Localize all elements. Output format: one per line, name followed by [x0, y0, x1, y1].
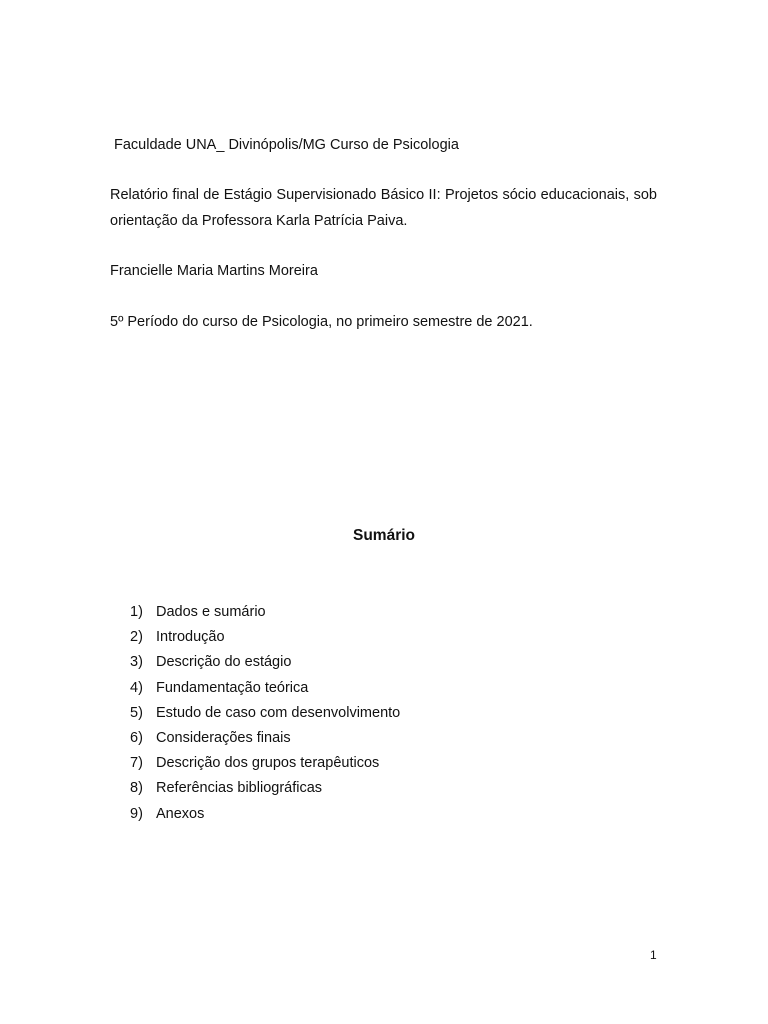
summary-item-label: Estudo de caso com desenvolvimento [156, 704, 401, 721]
summary-list-item [130, 704, 400, 729]
summary-item-number: 8) [130, 780, 143, 797]
period-line: 5º Período do curso de Psicologia, no primeiro semestre de 2021. [110, 314, 533, 330]
summary-list-item [130, 679, 400, 704]
summary-item-label: Referências bibliográficas [156, 780, 323, 797]
summary-list-item [130, 653, 400, 678]
summary-item-number: 3) [130, 654, 143, 671]
page-number: 1 [650, 948, 657, 962]
summary-item-label: Introdução [156, 629, 225, 646]
summary-list-item [130, 729, 400, 754]
summary-list-item [130, 754, 400, 779]
summary-item-number: 4) [130, 679, 143, 696]
summary-list-item [130, 805, 400, 830]
institution-line: Faculdade UNA_ Divinópolis/MG Curso de Psicologia [114, 137, 459, 153]
summary-item-number: 9) [130, 805, 143, 822]
summary-item-number: 7) [130, 755, 143, 772]
report-title-paragraph: Relatório final de Estágio Supervisionado Básico II: Projetos sócio educacionais, sob orientação da Professora Karla Patrícia Paiva. [110, 187, 657, 229]
summary-item-label: Considerações finais [156, 729, 291, 746]
summary-item-label: Anexos [156, 805, 205, 822]
summary-list-item [130, 779, 400, 804]
summary-item-label: Descrição dos grupos terapêuticos [156, 755, 380, 772]
summary-item-label: Descrição do estágio [156, 654, 292, 671]
summary-heading: Sumário [352, 527, 415, 544]
summary-item-label: Dados e sumário [156, 604, 266, 620]
summary-item-number: 2) [130, 629, 143, 646]
summary-item-number: 5) [130, 704, 143, 721]
summary-list [130, 603, 400, 830]
summary-list-item [130, 603, 400, 628]
author-name: Francielle Maria Martins Moreira [110, 263, 318, 279]
summary-item-number: 6) [130, 729, 143, 746]
summary-list-item [130, 628, 400, 653]
summary-item-number: 1) [130, 604, 143, 620]
summary-item-label: Fundamentação teórica [156, 679, 309, 696]
